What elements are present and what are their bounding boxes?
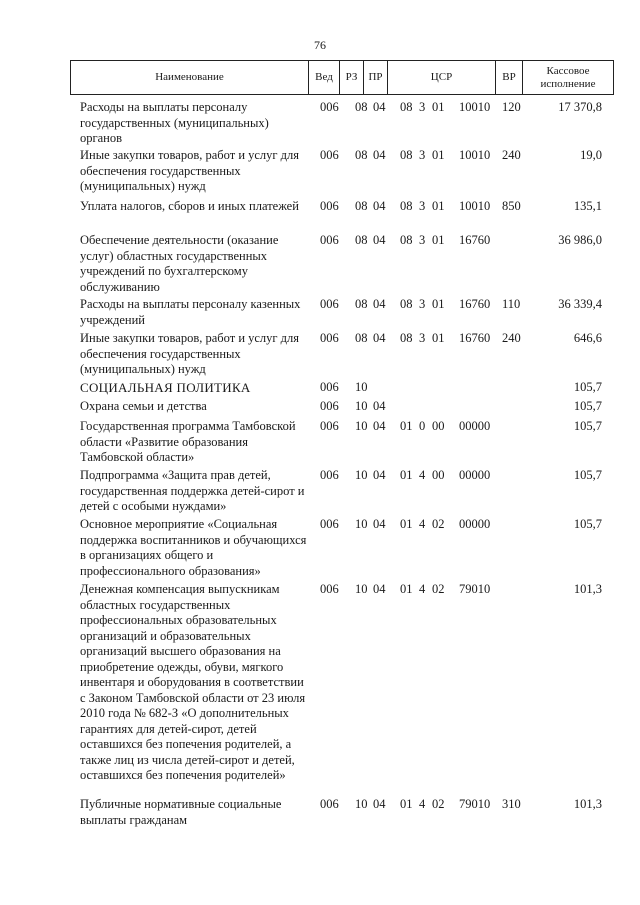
row-sum: 101,3 [573,797,602,811]
row-vr: 310 [502,797,521,811]
row-pr: 04 [373,399,386,413]
row-sum: 17 370,8 [558,100,602,114]
row-csr-subprogram: 3 [419,331,426,345]
row-ved: 006 [320,297,339,311]
row-sum: 101,3 [573,582,602,596]
row-csr-direction: 10010 [459,100,491,114]
row-csr-subprogram: 3 [419,297,426,311]
row-csr-subprogram: 4 [419,517,426,531]
row-vr: 110 [502,297,521,311]
row-csr-direction: 79010 [459,582,491,596]
row-ved: 006 [320,582,339,596]
row-csr-subprogram: 3 [419,233,426,247]
header-name: Наименование [71,61,309,94]
row-name: Основное мероприятие «Социальная поддержка воспитанников и обучающихся в организациях общего и профессионального образования» [80,517,307,578]
row-csr-program: 01 [400,468,413,482]
row-name: Денежная компенсация выпускникам областных государственных профессиональных образовательных организаций и образовательных организаций высшего образования на приобретение одежды, обуви, мягкого инвентаря и оборудования в соответствии с Законом Тамбовской области от 23 июля 2010 года № 682-З «О дополнительных гарантиях для детей-сирот, детей оставшихся без попечения родителей, а также лиц из числа детей-сирот и детей, оставшихся без попечения родителей» [80,582,306,782]
row-csr-direction: 00000 [459,468,491,482]
row-csr-subprogram: 4 [419,468,426,482]
row-csr-subprogram: 3 [419,199,426,213]
row-csr-subprogram: 4 [419,582,426,596]
row-pr: 04 [373,199,386,213]
row-pr: 04 [373,331,386,345]
row-name: Подпрограмма «Защита прав детей, государственная поддержка детей-сирот и детей с особыми нуждами» [80,468,305,513]
table-header [70,60,614,95]
row-csr-program: 01 [400,419,413,433]
row-csr-event: 02 [432,582,445,596]
row-pr: 04 [373,582,386,596]
row-vr: 120 [502,100,521,114]
row-ved: 006 [320,233,339,247]
row-pr: 04 [373,297,386,311]
row-csr-subprogram: 4 [419,797,426,811]
row-csr-event: 01 [432,148,445,162]
row-name: Иные закупки товаров, работ и услуг для обеспечения государственных (муниципальных) нужд [80,148,300,193]
row-sum: 19,0 [580,148,602,162]
row-csr-event: 01 [432,100,445,114]
row-csr-event: 00 [432,419,445,433]
row-ved: 006 [320,148,339,162]
row-ved: 006 [320,797,339,811]
row-rz: 10 [355,419,368,433]
row-name: Расходы на выплаты персоналу казенных учреждений [80,297,301,327]
row-csr-direction: 16760 [459,297,491,311]
row-rz: 10 [355,517,368,531]
row-rz: 08 [355,100,368,114]
row-sum: 36 986,0 [558,233,602,247]
row-pr: 04 [373,797,386,811]
row-sum: 105,7 [573,468,602,482]
row-csr-event: 02 [432,517,445,531]
row-csr-subprogram: 3 [419,148,426,162]
row-name: Уплата налогов, сборов и иных платежей [80,199,299,213]
row-vr: 240 [502,331,521,345]
row-rz: 10 [355,468,368,482]
row-name: Государственная программа Тамбовской области «Развитие образования Тамбовской области» [80,419,296,464]
row-ved: 006 [320,331,339,345]
row-pr: 04 [373,419,386,433]
row-ved: 006 [320,100,339,114]
row-pr: 04 [373,233,386,247]
row-name: СОЦИАЛЬНАЯ ПОЛИТИКА [80,380,251,395]
row-pr: 04 [373,468,386,482]
header-vr: ВР [496,61,523,94]
row-csr-event: 01 [432,297,445,311]
row-name: Охрана семьи и детства [80,399,207,413]
row-vr: 850 [502,199,521,213]
row-sum: 105,7 [573,399,602,413]
row-rz: 08 [355,297,368,311]
row-csr-program: 01 [400,797,413,811]
row-csr-subprogram: 3 [419,100,426,114]
row-csr-program: 08 [400,331,413,345]
row-csr-event: 00 [432,468,445,482]
header-rz: РЗ [340,61,364,94]
row-csr-direction: 10010 [459,199,491,213]
row-ved: 006 [320,199,339,213]
row-csr-program: 08 [400,148,413,162]
row-csr-event: 01 [432,199,445,213]
row-sum: 135,1 [573,199,602,213]
row-rz: 10 [355,797,368,811]
row-csr-subprogram: 0 [419,419,426,433]
row-rz: 08 [355,331,368,345]
row-pr: 04 [373,148,386,162]
row-csr-program: 08 [400,199,413,213]
row-name: Расходы на выплаты персоналу государственных (муниципальных) органов [80,100,269,145]
row-csr-program: 08 [400,100,413,114]
row-csr-program: 01 [400,517,413,531]
row-sum: 105,7 [573,419,602,433]
row-sum: 646,6 [573,331,602,345]
row-csr-program: 08 [400,297,413,311]
row-csr-event: 01 [432,233,445,247]
row-ved: 006 [320,468,339,482]
row-csr-event: 01 [432,331,445,345]
row-csr-direction: 10010 [459,148,491,162]
row-ved: 006 [320,517,339,531]
row-rz: 10 [355,399,368,413]
row-pr: 04 [373,517,386,531]
row-rz: 08 [355,148,368,162]
row-vr: 240 [502,148,521,162]
row-csr-direction: 16760 [459,331,491,345]
header-cash-line2: исполнение [540,77,596,90]
header-cash [523,61,613,94]
row-sum: 105,7 [573,517,602,531]
row-csr-program: 08 [400,233,413,247]
row-csr-program: 01 [400,582,413,596]
row-rz: 10 [355,380,368,394]
row-name: Публичные нормативные социальные выплаты гражданам [80,797,282,827]
row-sum: 105,7 [573,380,602,394]
row-csr-direction: 00000 [459,419,491,433]
row-rz: 08 [355,199,368,213]
row-rz: 10 [355,582,368,596]
row-ved: 006 [320,419,339,433]
row-name: Обеспечение деятельности (оказание услуг) областных государственных учреждений по бухгалтерскому обслуживанию [80,233,279,294]
row-sum: 36 339,4 [558,297,602,311]
row-pr: 04 [373,100,386,114]
page-number: 76 [314,38,326,52]
row-csr-event: 02 [432,797,445,811]
row-name: Иные закупки товаров, работ и услуг для обеспечения государственных (муниципальных) нужд [80,331,300,376]
row-csr-direction: 00000 [459,517,491,531]
header-cash-line1: Кассовое [546,64,590,77]
row-rz: 08 [355,233,368,247]
row-csr-direction: 16760 [459,233,491,247]
header-csr: ЦСР [388,61,496,94]
header-ved: Вед [309,61,340,94]
row-ved: 006 [320,380,339,394]
row-csr-direction: 79010 [459,797,491,811]
row-ved: 006 [320,399,339,413]
header-pr: ПР [364,61,388,94]
